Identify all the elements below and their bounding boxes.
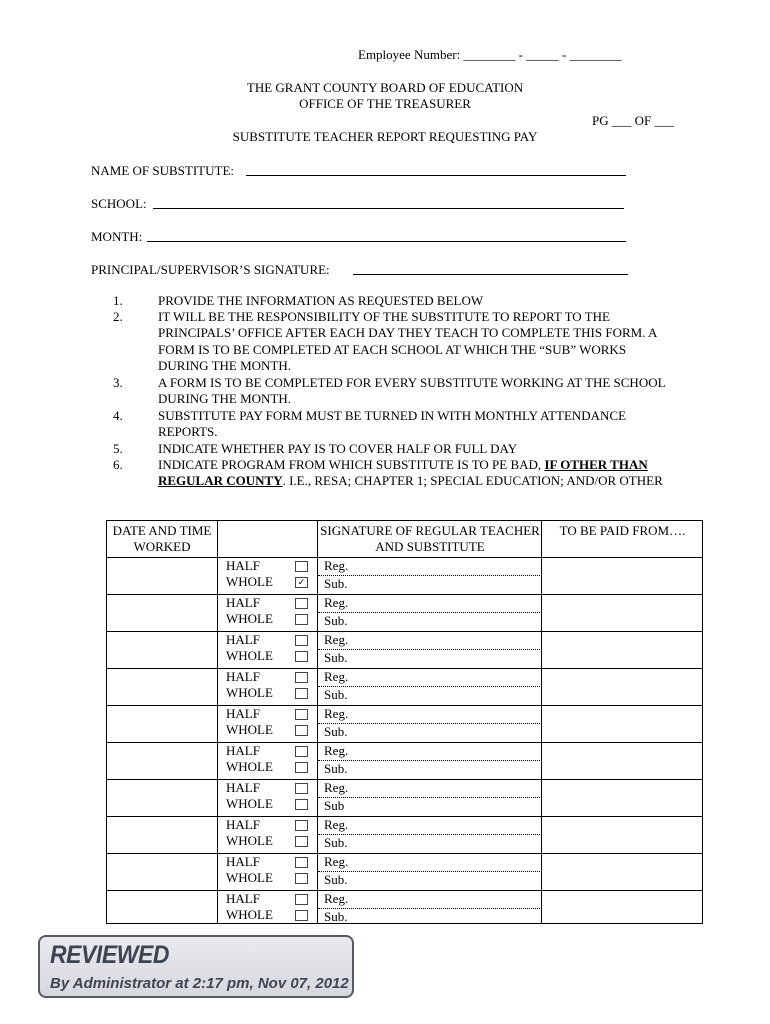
reg-signature-label: Reg.	[324, 706, 349, 721]
half-label: HALF	[226, 595, 260, 610]
paid-from-cell[interactable]	[542, 890, 703, 927]
whole-day-checkbox[interactable]	[295, 577, 308, 588]
whole-day-checkbox[interactable]	[295, 688, 308, 699]
half-day-checkbox[interactable]	[295, 894, 308, 905]
date-time-cell[interactable]	[107, 853, 217, 890]
sub-signature-label: Sub.	[324, 613, 348, 628]
date-time-cell[interactable]	[107, 557, 217, 594]
paid-from-cell[interactable]	[542, 779, 703, 816]
date-time-cell[interactable]	[107, 631, 217, 668]
date-time-cell[interactable]	[107, 779, 217, 816]
half-label: HALF	[226, 632, 260, 647]
half-day-checkbox[interactable]	[295, 857, 308, 868]
sub-signature-label: Sub.	[324, 761, 348, 776]
reg-signature-label: Reg.	[324, 558, 349, 573]
reg-signature-label: Reg.	[324, 891, 349, 906]
half-day-checkbox[interactable]	[295, 709, 308, 720]
reg-signature-label: Reg.	[324, 632, 349, 647]
half-label: HALF	[226, 743, 260, 758]
reg-signature-label: Reg.	[324, 669, 349, 684]
employee-number-field[interactable]: Employee Number: ________ - _____ - ________	[358, 47, 622, 62]
instruction-number: 1.	[113, 293, 123, 308]
whole-label: WHOLE	[226, 611, 273, 626]
instruction-text	[158, 457, 668, 490]
half-day-checkbox[interactable]	[295, 561, 308, 572]
date-time-cell[interactable]	[107, 668, 217, 705]
sub-signature-label: Sub.	[324, 872, 348, 887]
instruction-number: 5.	[113, 441, 123, 456]
whole-label: WHOLE	[226, 722, 273, 737]
whole-label: WHOLE	[226, 870, 273, 885]
office-name: OFFICE OF THE TREASURER	[299, 96, 471, 111]
half-label: HALF	[226, 558, 260, 573]
paid-from-cell[interactable]	[542, 631, 703, 668]
column-header-signature: SIGNATURE OF REGULAR TEACHER AND SUBSTITUTE	[320, 523, 540, 554]
whole-label: WHOLE	[226, 833, 273, 848]
column-header-paid-from: TO BE PAID FROM….	[559, 523, 686, 538]
reg-signature-label: Reg.	[324, 595, 349, 610]
whole-label: WHOLE	[226, 648, 273, 663]
time-worked-table	[106, 520, 703, 924]
instruction-text: INDICATE WHETHER PAY IS TO COVER HALF OR FULL DAY	[158, 441, 518, 456]
paid-from-cell[interactable]	[542, 668, 703, 705]
column-header-date: DATE AND TIME WORKED	[112, 523, 212, 554]
paid-from-cell[interactable]	[542, 742, 703, 779]
principal-signature-line[interactable]	[353, 274, 628, 275]
instruction-text: A FORM IS TO BE COMPLETED FOR EVERY SUBSTITUTE WORKING AT THE SCHOOL DURING THE MONTH.	[158, 375, 666, 407]
date-time-cell[interactable]	[107, 705, 217, 742]
paid-from-cell[interactable]	[542, 557, 703, 594]
date-time-cell[interactable]	[107, 594, 217, 631]
instruction-number: 4.	[113, 408, 123, 423]
paid-from-cell[interactable]	[542, 594, 703, 631]
half-label: HALF	[226, 854, 260, 869]
name-of-substitute-line[interactable]	[246, 175, 626, 176]
whole-day-checkbox[interactable]	[295, 836, 308, 847]
month-line[interactable]	[147, 241, 626, 242]
sub-signature-label: Sub.	[324, 650, 348, 665]
stamp-detail: By Administrator at 2:17 pm, Nov 07, 2012	[50, 975, 349, 992]
whole-day-checkbox[interactable]	[295, 910, 308, 921]
instruction-number: 2.	[113, 309, 123, 324]
half-day-checkbox[interactable]	[295, 783, 308, 794]
paid-from-cell[interactable]	[542, 705, 703, 742]
half-label: HALF	[226, 817, 260, 832]
stamp-title: REVIEWED	[50, 941, 170, 969]
half-day-checkbox[interactable]	[295, 746, 308, 757]
instruction-number: 6.	[113, 457, 123, 472]
page-indicator[interactable]: PG ___ OF ___	[592, 113, 674, 128]
instruction-text: PROVIDE THE INFORMATION AS REQUESTED BELOW	[158, 293, 484, 308]
name-of-substitute-label: NAME OF SUBSTITUTE:	[91, 163, 235, 178]
whole-day-checkbox[interactable]	[295, 762, 308, 773]
half-day-checkbox[interactable]	[295, 672, 308, 683]
instruction-text-part: . I.E., RESA; CHAPTER 1; SPECIAL EDUCATION; AND/OR OTHER	[282, 473, 663, 489]
whole-day-checkbox[interactable]	[295, 799, 308, 810]
date-time-cell[interactable]	[107, 816, 217, 853]
reg-signature-label: Reg.	[324, 743, 349, 758]
month-label: MONTH:	[91, 229, 143, 244]
instruction-text: SUBSTITUTE PAY FORM MUST BE TURNED IN WITH MONTHLY ATTENDANCE REPORTS.	[158, 408, 627, 440]
half-label: HALF	[226, 780, 260, 795]
whole-label: WHOLE	[226, 907, 273, 922]
half-label: HALF	[226, 706, 260, 721]
school-label: SCHOOL:	[91, 196, 147, 211]
reg-signature-label: Reg.	[324, 817, 349, 832]
sub-signature-label: Sub.	[324, 687, 348, 702]
reg-signature-label: Reg.	[324, 780, 349, 795]
half-day-checkbox[interactable]	[295, 598, 308, 609]
instruction-text: IT WILL BE THE RESPONSIBILITY OF THE SUBSTITUTE TO REPORT TO THE PRINCIPALS’ OFFICE AFTER EACH DAY THEY TEACH TO COMPLETE THIS FORM. A FORM IS TO BE COMPLETED AT EACH SCHOOL AT WHICH THE “SUB” WORKS DURING THE MONTH.	[158, 309, 657, 373]
sub-signature-label: Sub.	[324, 909, 348, 924]
form-title: SUBSTITUTE TEACHER REPORT REQUESTING PAY	[232, 129, 538, 144]
whole-day-checkbox[interactable]	[295, 614, 308, 625]
signature-label: PRINCIPAL/SUPERVISOR’S SIGNATURE:	[91, 262, 330, 277]
sub-signature-label: Sub.	[324, 724, 348, 739]
half-day-checkbox[interactable]	[295, 820, 308, 831]
whole-day-checkbox[interactable]	[295, 725, 308, 736]
reg-signature-label: Reg.	[324, 854, 349, 869]
whole-label: WHOLE	[226, 574, 273, 589]
whole-label: WHOLE	[226, 759, 273, 774]
date-time-cell[interactable]	[107, 742, 217, 779]
instruction-number: 3.	[113, 375, 123, 390]
whole-label: WHOLE	[226, 685, 273, 700]
sub-signature-label: Sub	[324, 798, 345, 813]
sub-signature-label: Sub.	[324, 835, 348, 850]
whole-day-checkbox[interactable]	[295, 651, 308, 662]
instruction-text-part: INDICATE PROGRAM FROM WHICH SUBSTITUTE IS TO PE BAD,	[158, 457, 545, 472]
organization-name: THE GRANT COUNTY BOARD OF EDUCATION	[246, 80, 524, 95]
half-label: HALF	[226, 891, 260, 906]
paid-from-cell[interactable]	[542, 853, 703, 890]
instruction-emphasis: IF OTHER THAN REGULAR COUNTY	[158, 457, 648, 489]
half-label: HALF	[226, 669, 260, 684]
whole-label: WHOLE	[226, 796, 273, 811]
paid-from-cell[interactable]	[542, 816, 703, 853]
half-day-checkbox[interactable]	[295, 635, 308, 646]
reviewed-stamp	[38, 935, 354, 998]
whole-day-checkbox[interactable]	[295, 873, 308, 884]
sub-signature-label: Sub.	[324, 576, 348, 591]
school-line[interactable]	[153, 208, 624, 209]
date-time-cell[interactable]	[107, 890, 217, 927]
